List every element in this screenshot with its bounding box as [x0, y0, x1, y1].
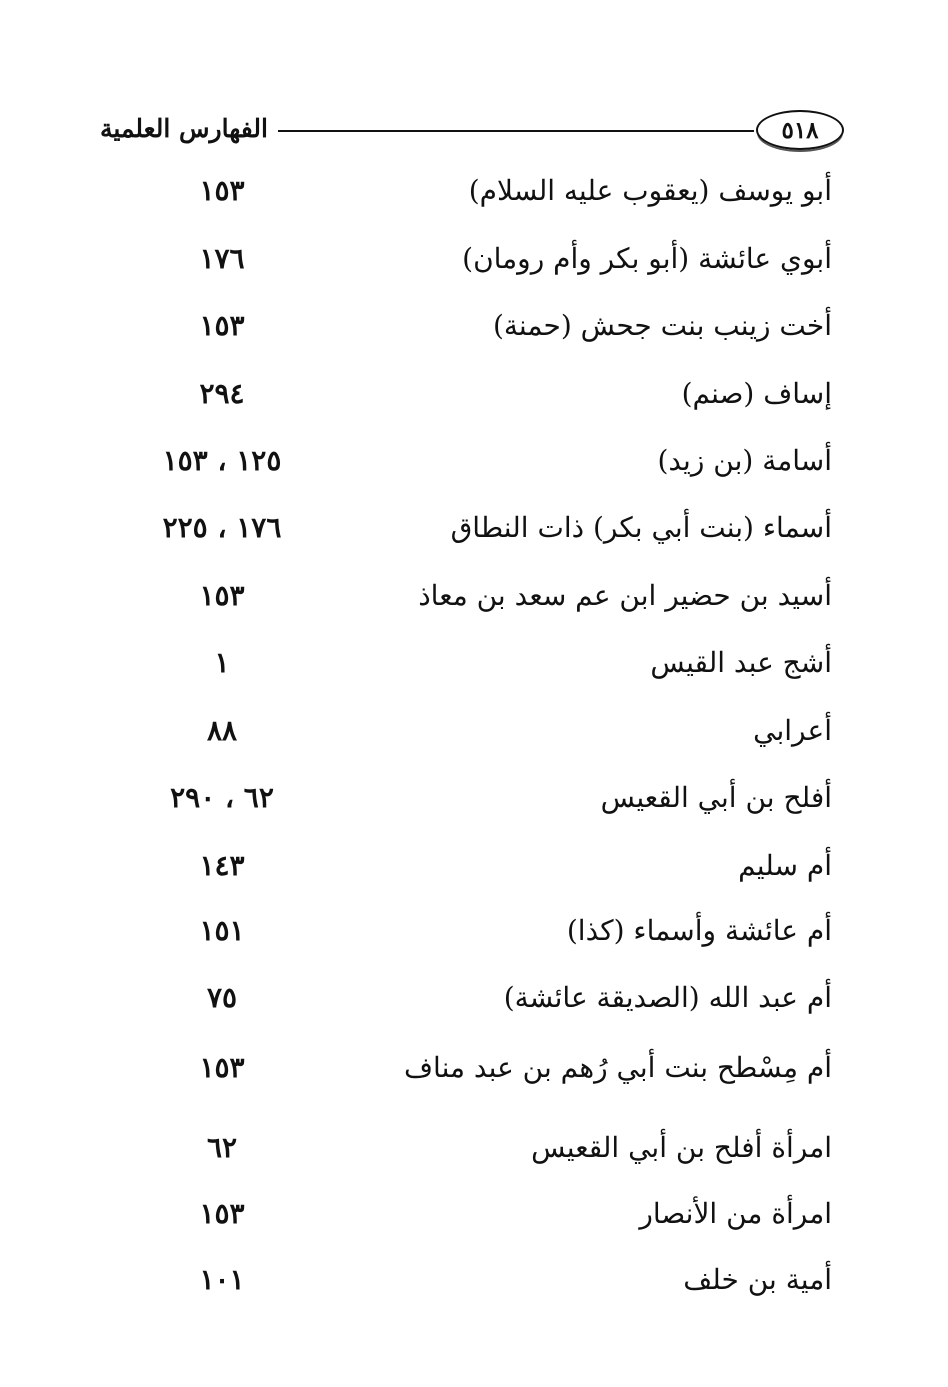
index-entry	[0, 841, 948, 891]
entry-pages: ١٥٣	[199, 1197, 245, 1230]
entry-name: أبوي عائشة (أبو بكر وأم رومان)	[462, 242, 832, 275]
entry-name: أسيد بن حضير ابن عم سعد بن معاذ	[418, 579, 832, 612]
page-number: ٥١٨	[781, 116, 819, 144]
entry-pages: ١٥٣	[199, 1051, 245, 1084]
index-entry	[0, 234, 948, 284]
entry-pages: ١٧٦ ، ٢٢٥	[162, 511, 282, 544]
index-entry	[0, 436, 948, 486]
entry-pages: ٧٥	[206, 981, 238, 1014]
index-entry	[0, 369, 948, 419]
entry-pages: ١٥٣	[199, 174, 245, 207]
index-entry	[0, 1189, 948, 1239]
entry-name: أم عائشة وأسماء (كذا)	[566, 914, 832, 947]
entry-name: إساف (صنم)	[681, 377, 832, 410]
entry-name: أشج عبد القيس	[650, 646, 832, 679]
entry-pages: ٨٨	[206, 714, 238, 747]
entry-pages: ١٠١	[199, 1263, 245, 1296]
entry-name: أمية بن خلف	[683, 1263, 832, 1296]
entry-name: أسماء (بنت أبي بكر) ذات النطاق	[450, 511, 832, 544]
header-rule	[278, 130, 754, 132]
index-entry	[0, 773, 948, 823]
entry-pages: ١	[214, 646, 230, 679]
index-entry	[0, 503, 948, 553]
entry-name: امرأة أفلح بن أبي القعيس	[531, 1131, 832, 1164]
entry-name: امرأة من الأنصار	[639, 1197, 832, 1230]
index-entry	[0, 166, 948, 216]
entry-name: أسامة (بن زيد)	[657, 444, 832, 477]
running-title: الفهارس العلمية	[100, 114, 268, 143]
entry-pages: ٢٩٤	[199, 377, 245, 410]
page-number-badge	[756, 110, 844, 150]
entry-name: أم سليم	[738, 849, 832, 882]
entry-pages: ١٥١	[199, 914, 245, 947]
index-entry	[0, 1123, 948, 1173]
index-entry	[0, 638, 948, 688]
index-entry	[0, 906, 948, 956]
entry-name: أعرابي	[753, 714, 832, 747]
index-entry	[0, 706, 948, 756]
index-entry	[0, 571, 948, 621]
entry-pages: ١٧٦	[199, 242, 245, 275]
entry-pages: ١٤٣	[199, 849, 245, 882]
entry-name: أم مِسْطح بنت أبي رُهم بن عبد مناف	[404, 1051, 832, 1084]
entry-name: أخت زينب بنت جحش (حمنة)	[492, 309, 832, 342]
index-entry	[0, 301, 948, 351]
entry-pages: ١٢٥ ، ١٥٣	[162, 444, 282, 477]
entry-name: أبو يوسف (يعقوب عليه السلام)	[468, 174, 832, 207]
index-entry	[0, 973, 948, 1023]
page-header	[100, 108, 848, 154]
entry-name: أم عبد الله (الصديقة عائشة)	[503, 981, 832, 1014]
index-entry	[0, 1043, 948, 1093]
entry-pages: ١٥٣	[199, 309, 245, 342]
entry-pages: ١٥٣	[199, 579, 245, 612]
entry-pages: ٦٢ ، ٢٩٠	[170, 781, 274, 814]
index-entry	[0, 1255, 948, 1305]
entry-name: أفلح بن أبي القعيس	[600, 781, 832, 814]
entry-pages: ٦٢	[206, 1131, 238, 1164]
